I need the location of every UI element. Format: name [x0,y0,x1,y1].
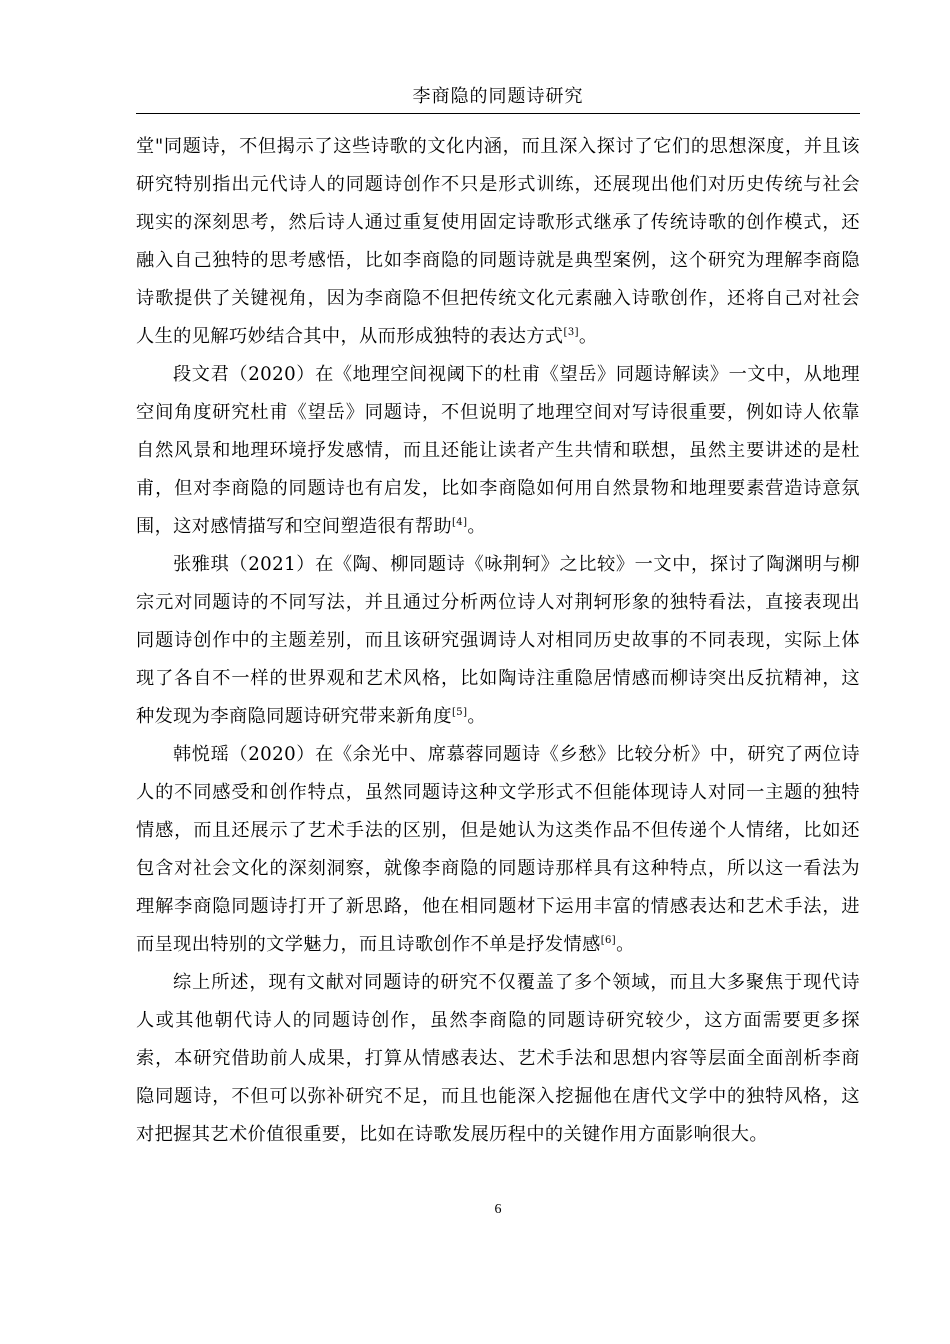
paragraph-text: 综上所述，现有文献对同题诗的研究不仅覆盖了多个领域，而且大多聚焦于现代诗人或其他朝代诗人的同题诗创作，虽然李商隐的同题诗研究较少，这方面需要更多探索，本研究借助前人成果，打算从情感表达、艺术手法和思想内容等层面全面剖析李商隐同题诗，不但可以弥补研究不足，而且也能深入挖掘他在唐代文学中的独特风格，这对把握其艺术价值很重要，比如在诗歌发展历程中的关键作用方面影响很大。 [136,972,860,1145]
paragraph-han-yueyao [136,736,860,964]
page-number: 6 [494,1202,502,1217]
paragraph-text: 堂"同题诗，不但揭示了这些诗歌的文化内涵，而且深入探讨了它们的思想深度，并且该研究特别指出元代诗人的同题诗创作不只是形式训练，还展现出他们对历史传统与社会现实的深刻思考，然后诗人通过重复使用固定诗歌形式继承了传统诗歌的创作模式，还融入自己独特的思考感悟，比如李商隐的同题诗就是典型案例，这个研究为理解李商隐诗歌提供了关键视角，因为李商隐不但把传统文化元素融入诗歌创作，还将自己对社会人生的见解巧妙结合其中，从而形成独特的表达方式 [136,136,860,347]
paragraph-continued [136,128,860,356]
citation-ref: [6] [600,935,617,946]
citation-ref: [3] [563,327,579,338]
paragraph-duan-wenjun [136,356,860,546]
header-divider [136,113,860,114]
citation-ref: [5] [452,707,468,718]
paragraph-summary [136,964,860,1154]
paragraph-text: 段文君（2020）在《地理空间视阈下的杜甫《望岳》同题诗解读》一文中，从地理空间角度研究杜甫《望岳》同题诗，不但说明了地理空间对写诗很重要，例如诗人依靠自然风景和地理环境抒发感情，而且还能让读者产生共情和联想，虽然主要讲述的是杜甫，但对李商隐的同题诗也有启发，比如李商隐如何用自然景物和地理要素营造诗意氛围，这对感情描写和空间塑造很有帮助 [136,364,860,537]
body-text [136,128,860,1154]
paragraph-zhang-yaqi [136,546,860,736]
paragraph-end: 。 [467,516,486,537]
running-header-title: 李商隐的同题诗研究 [412,86,584,107]
paragraph-text: 韩悦瑶（2020）在《余光中、席慕蓉同题诗《乡愁》比较分析》中，研究了两位诗人的不同感受和创作特点，虽然同题诗这种文学形式不但能体现诗人对同一主题的独特情感，而且还展示了艺术手法的区别，但是她认为这类作品不但传递个人情绪，比如还包含对社会文化的深刻洞察，就像李商隐的同题诗那样具有这种特点，所以这一看法为理解李商隐同题诗打开了新思路，他在相同题材下运用丰富的情感表达和艺术手法，进而呈现出特别的文学魅力，而且诗歌创作不单是抒发情感 [136,744,860,955]
citation-ref: [4] [452,517,468,528]
paragraph-end: 。 [578,326,598,347]
paragraph-end: 。 [616,934,635,955]
paragraph-end: 。 [467,706,486,727]
paragraph-text: 张雅琪（2021）在《陶、柳同题诗《咏荆轲》之比较》一文中，探讨了陶渊明与柳宗元对同题诗的不同写法，并且通过分析两位诗人对荆轲形象的独特看法，直接表现出同题诗创作中的主题差别，而且该研究强调诗人对相同历史故事的不同表现，实际上体现了各自不一样的世界观和艺术风格，比如陶诗注重隐居情感而柳诗突出反抗精神，这种发现为李商隐同题诗研究带来新角度 [136,554,860,727]
